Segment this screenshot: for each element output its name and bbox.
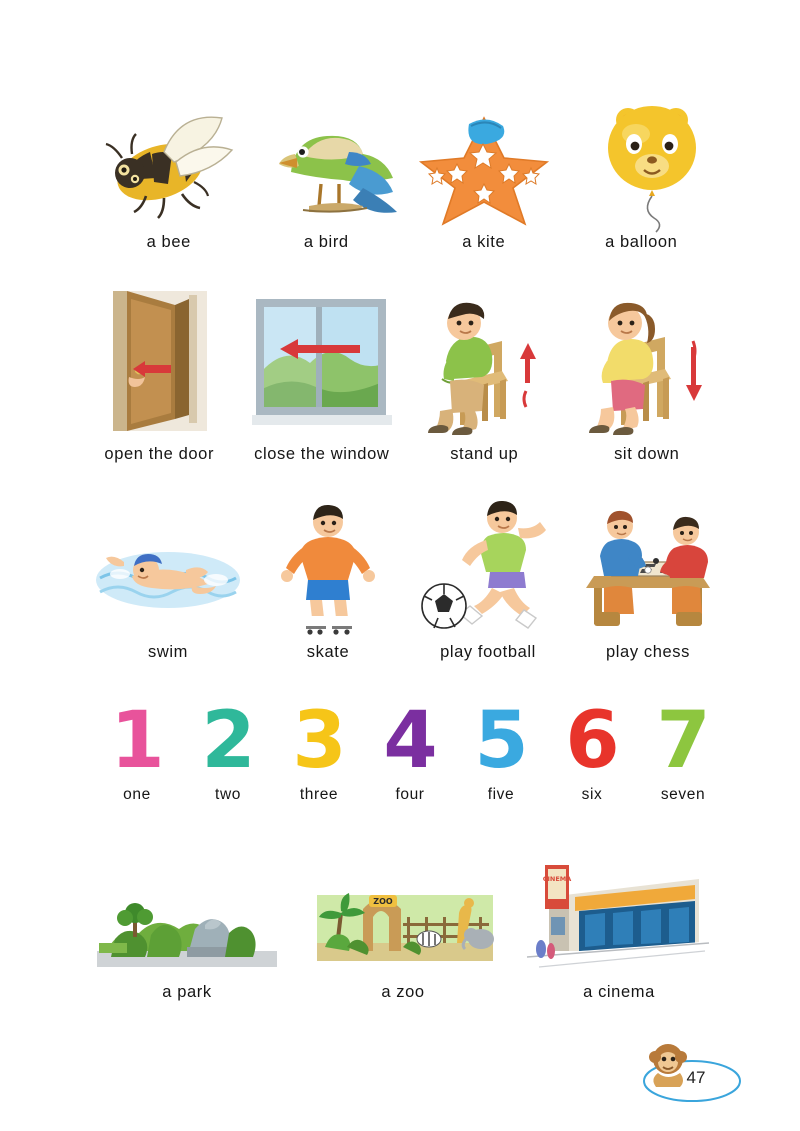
stand-up-illustration [404, 285, 564, 437]
vocab-item-a-park [79, 855, 295, 1002]
sit-down-illustration [567, 285, 727, 437]
vocab-row-sports [88, 500, 728, 662]
vocab-item-a-zoo [295, 855, 511, 1002]
number-label: five [487, 786, 515, 803]
vocab-label: sit down [614, 445, 680, 463]
numeral-glyph: 1 [110, 696, 164, 786]
page-number: 47 [686, 1068, 706, 1087]
vocab-item-sit-down [566, 285, 729, 464]
vocab-label: open the door [104, 445, 215, 463]
number-item-two [183, 696, 274, 804]
vocab-label: stand up [450, 445, 519, 463]
vocab-label: play chess [606, 643, 690, 661]
zoo-sign-text: ZOO [373, 897, 393, 906]
vocab-item-balloon [563, 100, 721, 252]
number-item-three [274, 696, 365, 804]
vocab-label: a kite [462, 233, 506, 251]
play-chess-illustration [570, 500, 726, 635]
numeral-glyph: 7 [656, 696, 710, 786]
vocab-item-close-the-window [241, 285, 404, 464]
vocab-item-bird [248, 100, 406, 252]
vocab-label: a park [162, 983, 212, 1001]
number-label: six [581, 786, 603, 803]
number-label: two [215, 786, 241, 803]
vocab-item-open-the-door [78, 285, 241, 464]
number-label: one [123, 786, 151, 803]
cinema-sign-text: CINEMA [542, 875, 572, 883]
vocab-item-skate [248, 500, 408, 662]
number-label: three [299, 786, 339, 803]
number-item-four [365, 696, 456, 804]
vocab-label: close the window [254, 445, 390, 463]
vocab-label: a bird [303, 233, 349, 251]
swim-illustration [90, 500, 246, 635]
number-label: seven [660, 786, 706, 803]
open-door-illustration [79, 285, 239, 437]
kite-illustration [409, 100, 559, 225]
number-item-six [547, 696, 638, 804]
play-football-illustration [410, 500, 566, 635]
vocab-label: a balloon [605, 233, 678, 251]
vocab-item-play-chess [568, 500, 728, 662]
numeral-glyph: 5 [474, 696, 528, 786]
vocab-row-numbers [90, 696, 730, 804]
number-label: four [395, 786, 425, 803]
vocab-label: a bee [146, 233, 191, 251]
vocab-item-play-football [408, 500, 568, 662]
numeral-glyph: 4 [383, 696, 437, 786]
numeral-glyph: 6 [565, 696, 619, 786]
balloon-illustration [566, 100, 716, 225]
zoo-illustration [303, 855, 503, 975]
number-item-seven [638, 696, 729, 804]
bird-illustration [251, 100, 401, 225]
numeral-glyph: 3 [292, 696, 346, 786]
skate-illustration [250, 500, 406, 635]
cinema-illustration [519, 855, 719, 975]
vocab-item-kite [405, 100, 563, 252]
page-number-badge [628, 1041, 748, 1103]
close-window-illustration [242, 285, 402, 437]
vocab-label: skate [306, 643, 350, 661]
vocab-label: a zoo [381, 983, 425, 1001]
park-illustration [87, 855, 287, 975]
numeral-glyph: 2 [201, 696, 255, 786]
vocab-row-nouns [90, 100, 720, 252]
number-item-one [92, 696, 183, 804]
bee-illustration [94, 100, 244, 225]
vocab-label: swim [148, 643, 188, 661]
vocab-label: a cinema [583, 983, 655, 1001]
vocab-item-a-cinema [511, 855, 727, 1002]
number-item-five [456, 696, 547, 804]
vocab-row-classroom-actions [78, 285, 728, 464]
vocab-item-swim [88, 500, 248, 662]
vocab-item-stand-up [403, 285, 566, 464]
vocab-row-places [78, 855, 728, 1002]
vocab-item-bee [90, 100, 248, 252]
vocab-label: play football [440, 643, 536, 661]
